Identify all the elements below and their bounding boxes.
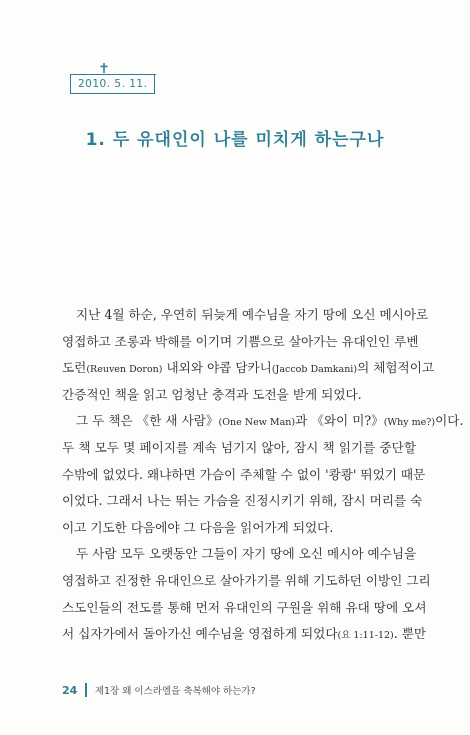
body-text-run: 서 십자가에서 돌아가신 예수님을 영접하게 되었다 — [62, 626, 338, 642]
body-text-run: 내외와 야콥 담카니 — [162, 360, 272, 376]
body-line: 지난 4월 하순, 우연히 뒤늦게 예수님을 자기 땅에 오신 메시아로 — [76, 307, 429, 322]
body-line: 두 책 모두 몇 페이지를 계속 넘기지 않아, 잠시 책 읽기를 중단할 — [62, 439, 416, 455]
inline-reference: (Reuven Doron) — [86, 364, 163, 376]
inline-reference: (One New Man) — [218, 417, 296, 429]
body-line: 이었다. 그래서 나는 뛰는 가슴을 진정시키기 위해, 잠시 머리를 숙 — [62, 493, 423, 509]
inline-reference: (Jaccob Damkani) — [271, 364, 358, 376]
body-line: 수밖에 없었다. 왜냐하면 가슴이 주체할 수 없이 '쾅쾅' 뛰었기 때문 — [62, 466, 426, 482]
inline-reference: (Why me?) — [383, 417, 436, 429]
body-text-run: 과 《와이 미?》 — [295, 413, 384, 429]
body-line — [62, 621, 427, 648]
body-line: 스도인들의 전도를 통해 먼저 유대인의 구원을 위해 유대 땅에 오셔 — [62, 599, 427, 615]
body-line — [62, 355, 435, 382]
body-text-run: 의 체험적이고 — [357, 360, 435, 376]
body-line: 두 사람 모두 오랫동안 그들이 자기 땅에 오신 메시아 예수님을 — [76, 546, 417, 562]
body-line: 영접하고 진정한 유대인으로 살아가기를 위해 기도하던 이방인 그리 — [62, 572, 431, 588]
inline-reference: (요 1:11-12) — [337, 630, 394, 642]
chapter-title: 1. 두 유대인이 나를 미치게 하는구나 — [85, 130, 385, 150]
body-line: 간증적인 책을 읽고 엄청난 충격과 도전을 받게 되었다. — [62, 386, 362, 402]
date-label: 2010. 5. 11. — [70, 74, 155, 94]
footer-chapter-title: 제1장 왜 이스라엘을 축복해야 하는가? — [94, 686, 256, 697]
body-text-run: 이다. — [435, 413, 464, 429]
cross-icon — [99, 63, 109, 73]
body-text-run: 그 두 책은 《한 새 사람》 — [76, 413, 219, 429]
page-footer — [62, 680, 256, 700]
body-line: 영접하고 조롱과 박해를 이기며 기쁨으로 살아가는 유대인인 루벤 — [62, 333, 419, 349]
footer-divider — [85, 683, 87, 697]
date-header — [70, 72, 155, 94]
body-line — [62, 408, 464, 435]
body-text-run: 도런 — [62, 360, 87, 376]
body-line: 이고 기도한 다음에야 그 다음을 읽어가게 되었다. — [62, 519, 334, 535]
body-text-run: . 뿐만 — [393, 626, 427, 642]
page-number: 24 — [62, 683, 78, 697]
body-text — [62, 302, 464, 648]
